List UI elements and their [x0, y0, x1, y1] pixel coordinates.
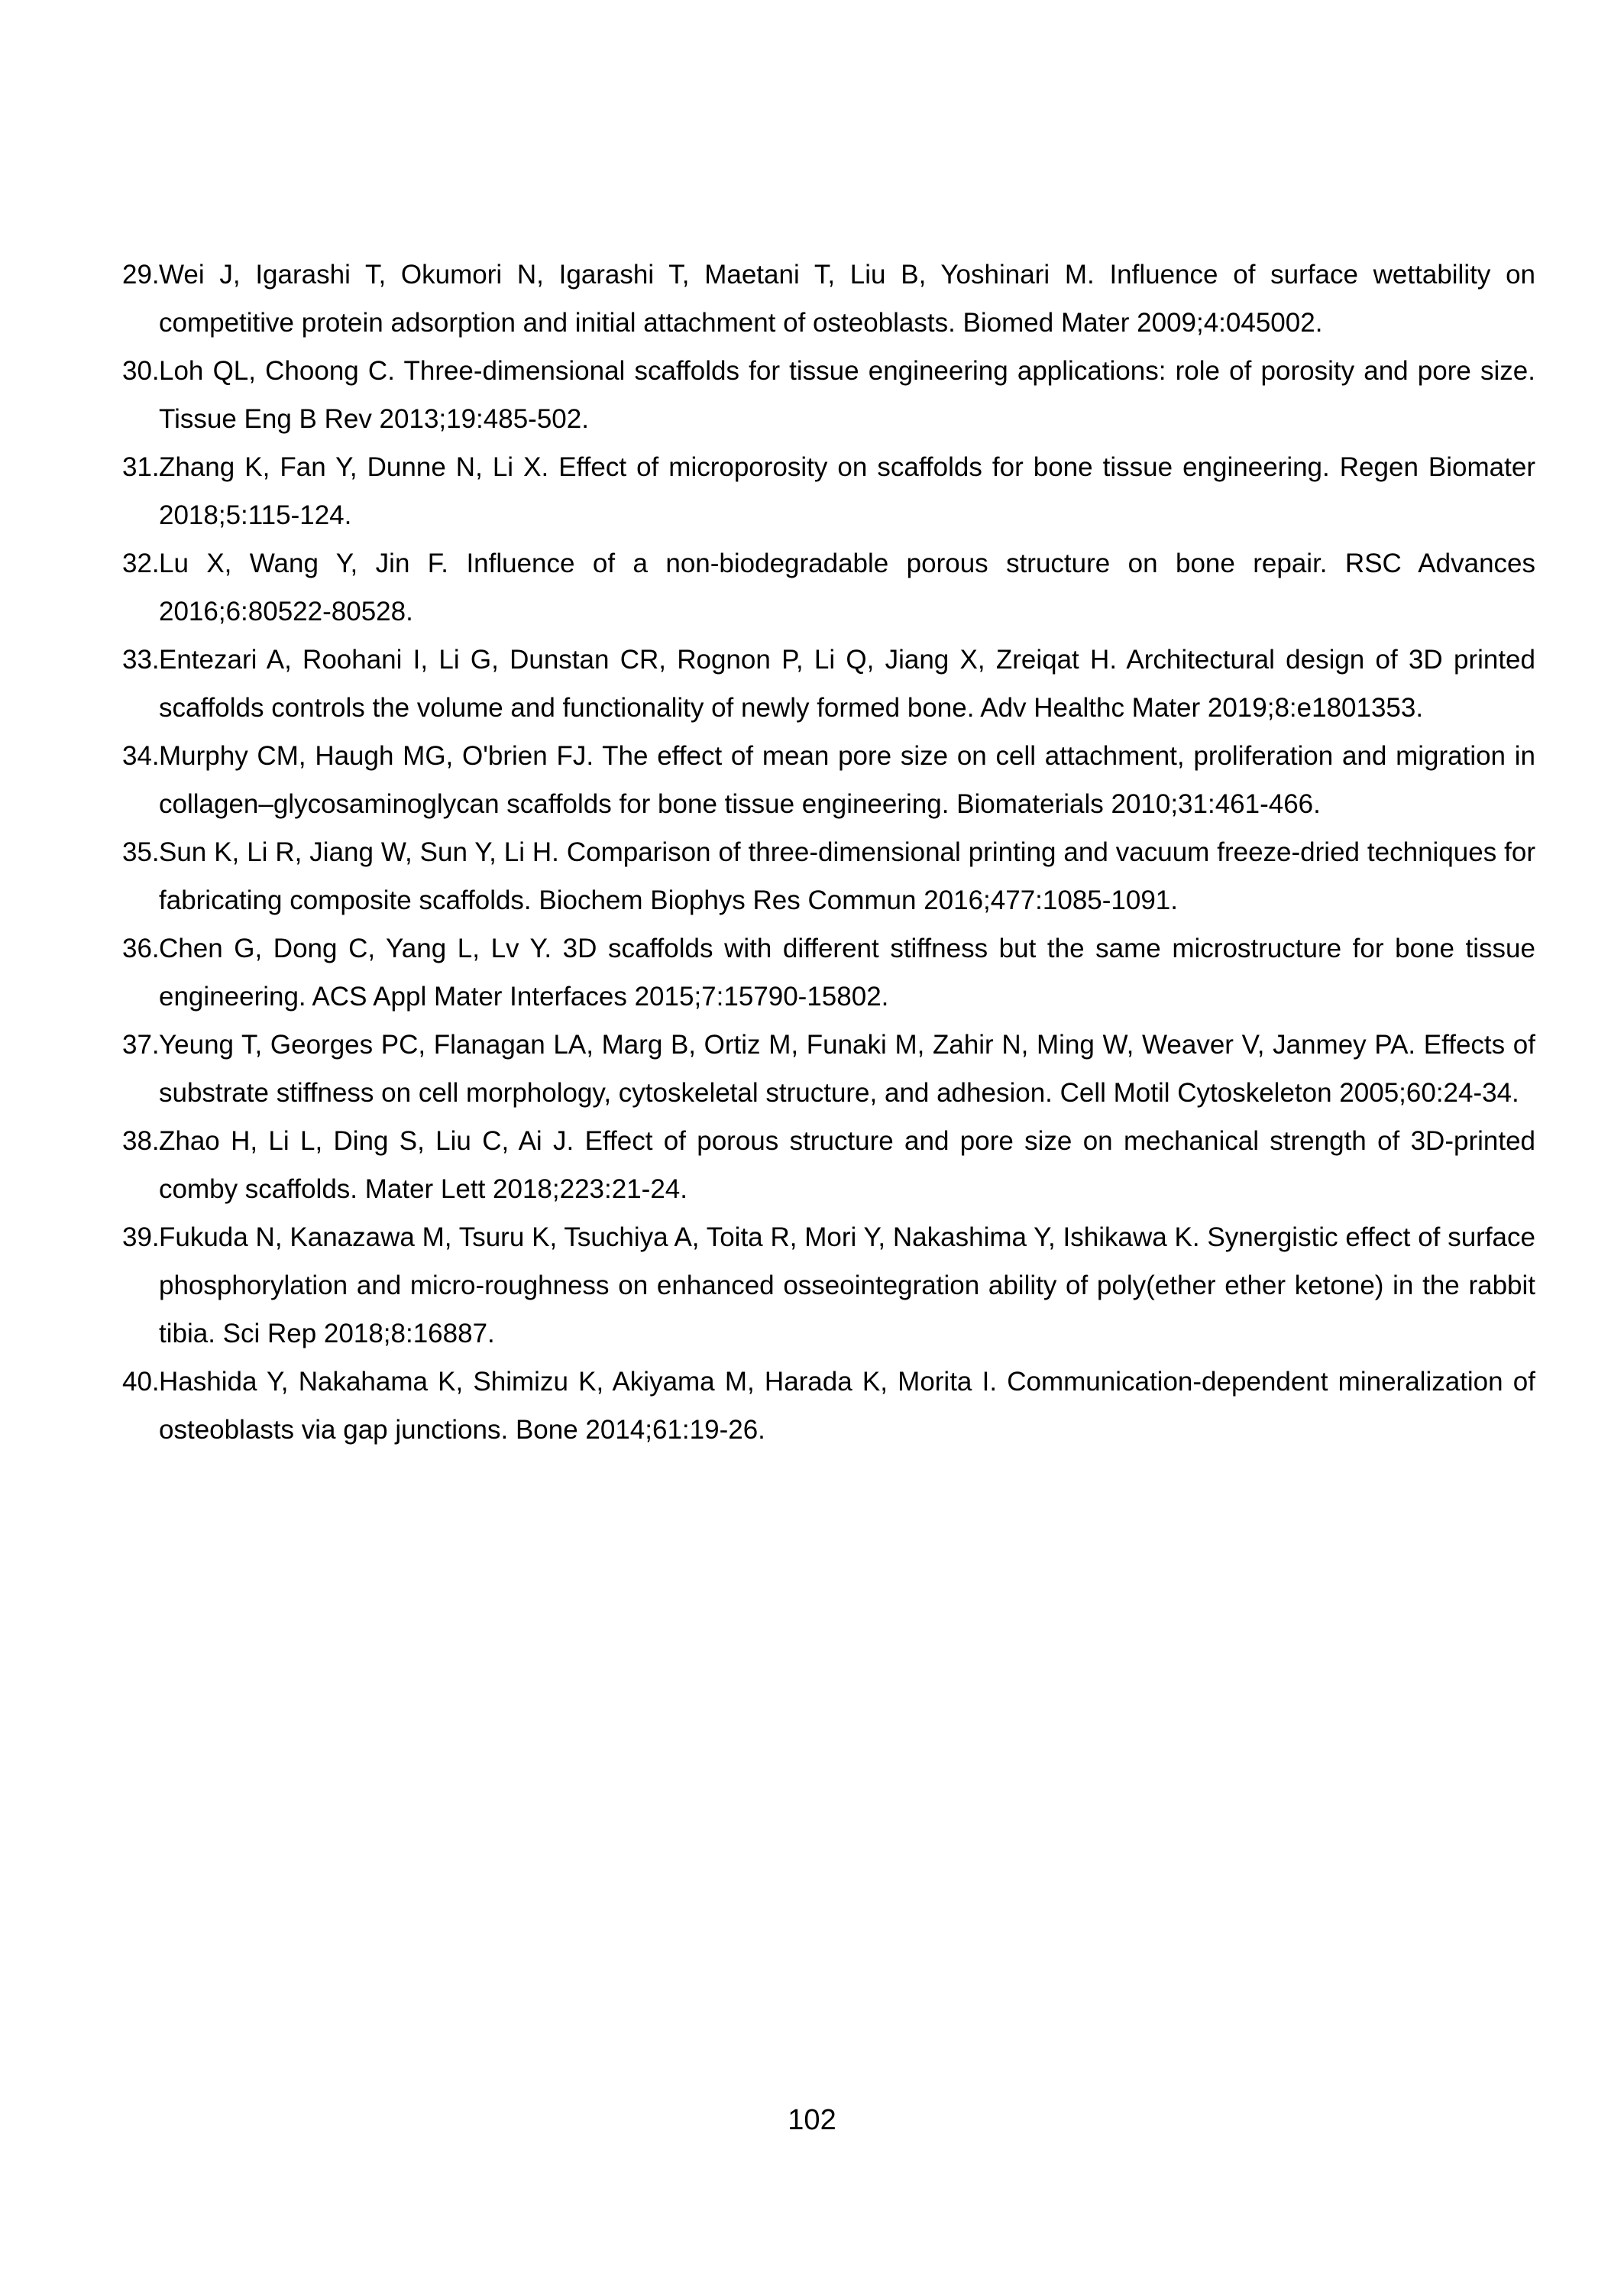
reference-text: Yeung T, Georges PC, Flanagan LA, Marg B, Ortiz M, Funaki M, Zahir N, Ming W, Weaver V, Janmey PA. Effects of substrate stiffness on cell morphology, cytoskeletal structure, and adhesion. Cell Motil Cytoskeleton 2005;60:24-34. — [159, 1030, 1535, 1108]
reference-number: 39. — [122, 1222, 160, 1252]
reference-number: 38. — [122, 1126, 160, 1156]
reference-number: 29. — [122, 260, 160, 290]
reference-item — [122, 1358, 1535, 1454]
reference-number: 40. — [122, 1367, 160, 1397]
reference-item — [122, 828, 1535, 924]
reference-item — [122, 636, 1535, 732]
reference-item — [122, 347, 1535, 443]
reference-item — [122, 1117, 1535, 1213]
reference-number: 35. — [122, 837, 160, 867]
reference-text: Hashida Y, Nakahama K, Shimizu K, Akiyama M, Harada K, Morita I. Communication-dependent mineralization of osteoblasts via gap junctions. Bone 2014;61:19-26. — [159, 1367, 1535, 1445]
reference-number: 36. — [122, 934, 160, 963]
reference-text: Wei J, Igarashi T, Okumori N, Igarashi T, Maetani T, Liu B, Yoshinari M. Influence of surface wettability on competitive protein adsorption and initial attachment of osteoblasts. Biomed Mater 2009;4:045002. — [159, 260, 1535, 338]
reference-text: Lu X, Wang Y, Jin F. Influence of a non-biodegradable porous structure on bone repair. RSC Advances 2016;6:80522-80528. — [159, 549, 1535, 626]
reference-item — [122, 732, 1535, 828]
page-number: 102 — [788, 2104, 836, 2136]
reference-item — [122, 539, 1535, 636]
reference-item — [122, 251, 1535, 347]
reference-text: Fukuda N, Kanazawa M, Tsuru K, Tsuchiya A, Toita R, Mori Y, Nakashima Y, Ishikawa K. Synergistic effect of surface phosphorylation and micro-roughness on enhanced osseointegration ability of poly(ether ether ketone) in the rabbit tibia. Sci Rep 2018;8:16887. — [159, 1222, 1535, 1348]
reference-text: Zhao H, Li L, Ding S, Liu C, Ai J. Effect of porous structure and pore size on mechanical strength of 3D-printed comby scaffolds. Mater Lett 2018;223:21-24. — [159, 1126, 1535, 1204]
reference-text: Entezari A, Roohani I, Li G, Dunstan CR, Rognon P, Li Q, Jiang X, Zreiqat H. Architectural design of 3D printed scaffolds controls the volume and functionality of newly formed bone. Adv Healthc Mater 2019;8:e1801353. — [159, 645, 1535, 723]
reference-item — [122, 924, 1535, 1021]
reference-item — [122, 1213, 1535, 1358]
reference-number: 30. — [122, 356, 160, 386]
reference-text: Zhang K, Fan Y, Dunne N, Li X. Effect of microporosity on scaffolds for bone tissue engineering. Regen Biomater 2018;5:115-124. — [159, 452, 1535, 530]
reference-item — [122, 1021, 1535, 1117]
reference-number: 34. — [122, 741, 160, 771]
reference-text: Chen G, Dong C, Yang L, Lv Y. 3D scaffolds with different stiffness but the same microstructure for bone tissue engineering. ACS Appl Mater Interfaces 2015;7:15790-15802. — [159, 934, 1535, 1012]
reference-item — [122, 443, 1535, 539]
reference-text: Loh QL, Choong C. Three-dimensional scaffolds for tissue engineering applications: role of porosity and pore size. Tissue Eng B Rev 2013;19:485-502. — [159, 356, 1535, 434]
reference-text: Murphy CM, Haugh MG, O'brien FJ. The effect of mean pore size on cell attachment, proliferation and migration in collagen–glycosaminoglycan scaffolds for bone tissue engineering. Biomaterials 2010;31:461-466. — [159, 741, 1535, 819]
reference-list — [122, 251, 1535, 1454]
reference-number: 37. — [122, 1030, 160, 1060]
reference-number: 33. — [122, 645, 160, 675]
reference-text: Sun K, Li R, Jiang W, Sun Y, Li H. Comparison of three-dimensional printing and vacuum freeze-dried techniques for fabricating composite scaffolds. Biochem Biophys Res Commun 2016;477:1085-1091. — [159, 837, 1535, 915]
reference-number: 31. — [122, 452, 160, 482]
reference-number: 32. — [122, 549, 160, 578]
